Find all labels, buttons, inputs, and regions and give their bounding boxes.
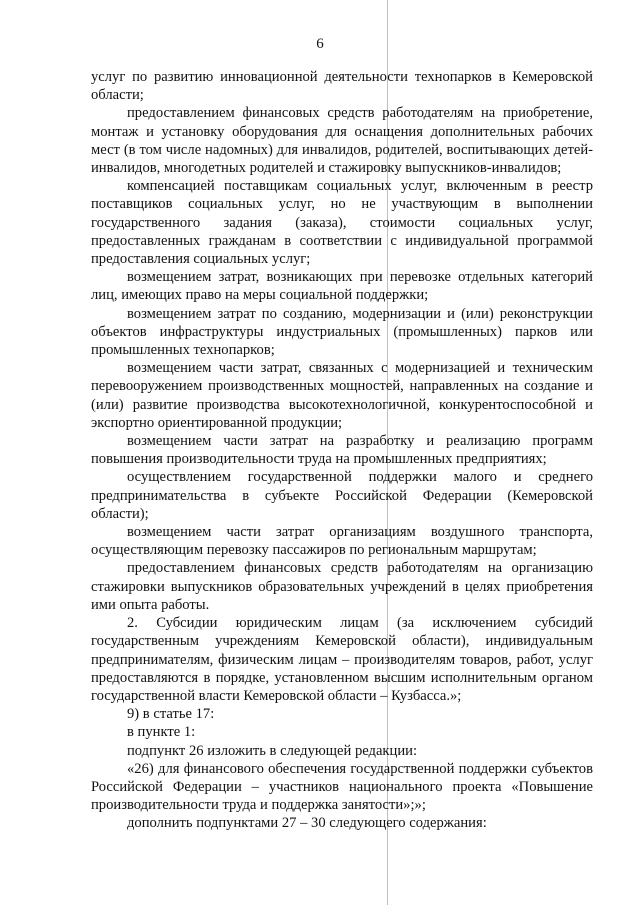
paragraph-6: возмещением части затрат, связанных с модернизацией и техническим перевооружением производственных мощностей, направленных на создание и (или) развитие производства высокотехнологичной, конкурентоспособной и экспортно ориентированной продукции;: [91, 360, 593, 431]
paragraph-13: в пункте 1:: [127, 724, 196, 741]
paragraph-10: предоставлением финансовых средств работодателям на организацию стажировки выпускников образовательных учреждений в целях приобретения ими опыта работы.: [91, 560, 593, 613]
paragraph-12: 9) в статье 17:: [127, 706, 215, 723]
paragraph-4: возмещением затрат, возникающих при перевозке отдельных категорий лиц, имеющих право на меры социальной поддержки;: [91, 269, 593, 304]
paragraph-1: услуг по развитию инновационной деятельности технопарков в Кемеровской области;: [91, 69, 593, 104]
paragraph-2: предоставлением финансовых средств работодателям на приобретение, монтаж и установку оборудования для оснащения дополнительных рабочих мест (в том числе надомных) для инвалидов, родителей, воспитывающих детей-инвалидов, многодетных родителей и стажировку выпускников-инвалидов;: [91, 105, 593, 177]
paragraph-9: возмещением части затрат организациям воздушного транспорта, осуществляющим перевозку пассажиров по региональным маршрутам;: [91, 524, 593, 559]
document-body: [91, 68, 593, 833]
paragraph-14: подпункт 26 изложить в следующей редакции:: [127, 742, 418, 759]
paragraph-7: возмещением части затрат на разработку и реализацию программ повышения производительности труда на промышленных предприятиях;: [91, 433, 593, 468]
paragraph-15: «26) для финансового обеспечения государственной поддержки субъектов Российской Федерации – участников национального проекта «Повышение производительности труда и поддержка занятости»;»;: [91, 760, 593, 814]
page-number: 6: [316, 36, 324, 52]
paragraph-3: компенсацией поставщикам социальных услуг, включенным в реестр поставщиков социальных услуг, но не участвующим в выполнении государственного задания (заказа), стоимости социальных услуг, предоставленных гражданам в соответствии с индивидуальной программой предоставления социальных услуг;: [91, 178, 593, 268]
paragraph-8: осуществлением государственной поддержки малого и среднего предпринимательства в субъекте Российской Федерации (Кемеровской области);: [91, 469, 593, 522]
paragraph-5: возмещением затрат по созданию, модернизации и (или) реконструкции объектов инфраструктуры индустриальных (промышленных) парков или промышленных технопарков;: [91, 305, 593, 359]
paragraph-11: 2. Субсидии юридическим лицам (за исключением субсидий государственным учреждениям Кемеровской области), индивидуальным предпринимателям, физическим лицам – производителям товаров, работ, услуг предоставляются в порядке, установленном высшим исполнительным органом государственной власти Кемеровской области – Кузбасса.»;: [91, 615, 593, 704]
paragraph-16: дополнить подпунктами 27 – 30 следующего содержания:: [127, 815, 487, 832]
